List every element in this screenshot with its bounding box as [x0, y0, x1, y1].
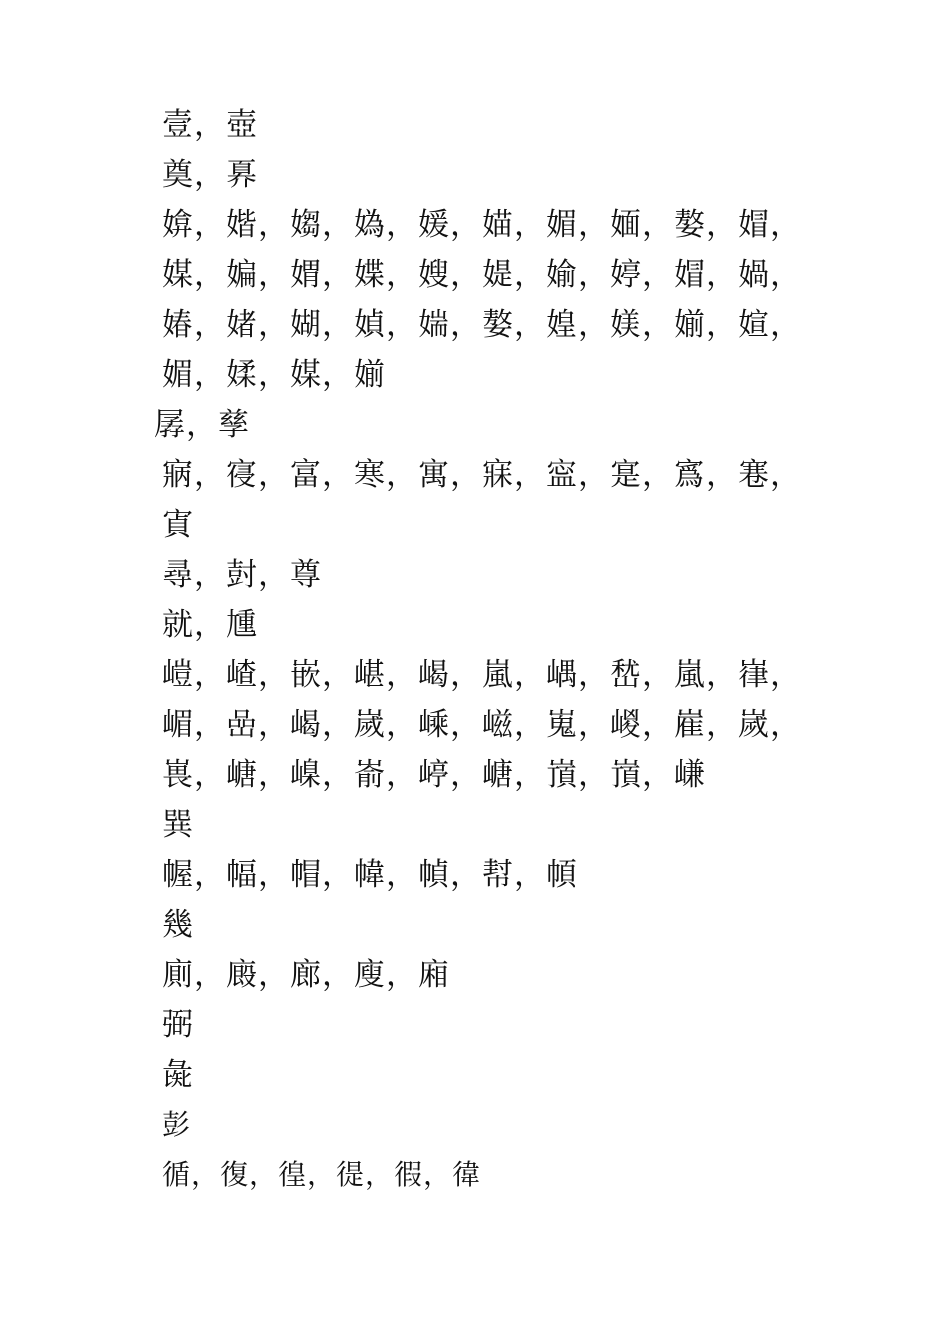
char-line-2: 奠，奡 — [162, 157, 258, 193]
char-line-8: 嵦，嵖，嵌，嵁，嵑，嵐，嵎，嵆，嵐，嵂，嵋，嵒，嵑，嵗，嵊，嵫，嵬，嵕，嵟，嵗，嵔，嵣，嵲，嵛，嵉，嵣，嵿，嵿，嵰 — [162, 657, 802, 793]
char-line-16: 循，復，徨，徥，徦，徫 — [162, 1158, 482, 1191]
char-line-5: 寎，寑，富，寒，寓，寐，寍，寔，寪，寋，寊 — [162, 457, 802, 543]
char-line-15: 彭 — [162, 1108, 192, 1141]
character-list — [145, 100, 825, 1200]
char-line-14: 彘 — [162, 1057, 194, 1093]
char-line-7: 就，尰 — [162, 607, 258, 643]
char-line-3: 媕，媘，媰，媯，媛，媌，媚，媔，嫯，媢，媒，媥，媦，媟，嫂，媞，媮，婷，媢，媧，媋，媎，媩，媜，媏，嫯，媓，媄，媊，媗，媚，媃，媒，媊 — [162, 207, 802, 393]
char-line-11: 幾 — [162, 907, 194, 943]
char-line-4: 孱，孳 — [154, 407, 250, 443]
char-line-9: 巽 — [162, 807, 194, 843]
char-line-1: 壹，壺 — [162, 107, 258, 143]
char-line-12: 廁，廄，廊，廋，廂 — [162, 957, 450, 993]
char-line-6: 尋，尌，尊 — [162, 557, 322, 593]
char-line-13: 弼 — [162, 1007, 194, 1043]
char-line-10: 幄，幅，帽，幃，幀，幇，幁 — [162, 857, 578, 893]
